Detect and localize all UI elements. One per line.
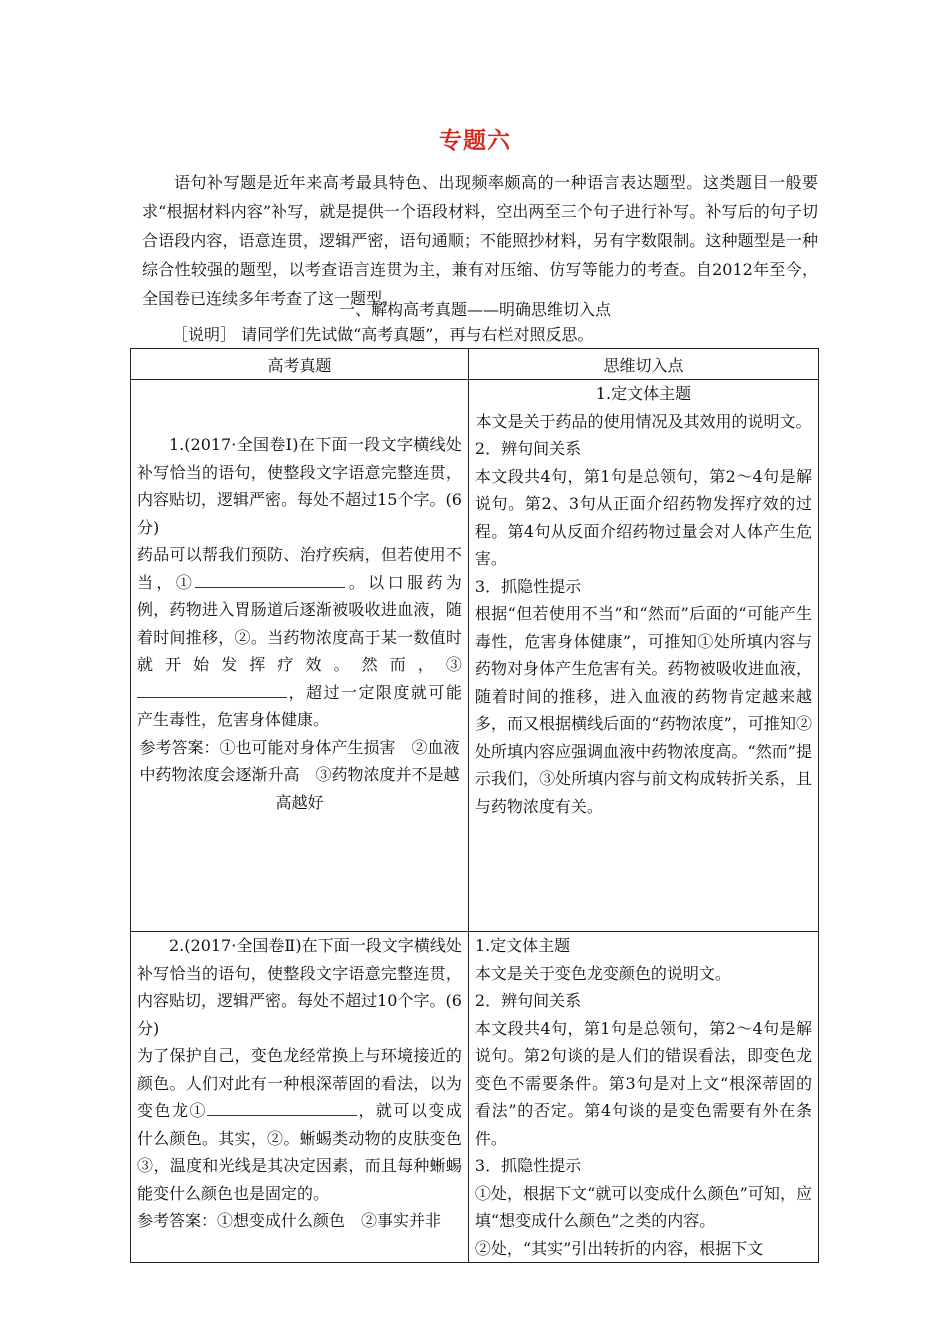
question-1-cell: [131, 380, 469, 932]
analysis-text: ②处，“其实”引出转折的内容，根据下文: [474, 1238, 764, 1258]
answer-blank-3[interactable]: [137, 681, 287, 698]
comparison-table: [130, 348, 819, 1263]
page-title: 专题六: [439, 127, 511, 154]
question-2-answer: 参考答案：①想变成什么颜色 ②事实并非: [137, 1211, 442, 1230]
table-row: [131, 932, 819, 1263]
question-2-cell: [131, 932, 469, 1263]
analysis-1-cell: [468, 380, 818, 932]
analysis-text: 本文是关于变色龙变颜色的说明文。: [474, 963, 731, 983]
analysis-text: ①处，根据下文“就可以变成什么颜色”可知，应填“想变成什么颜色”之类的内容。: [474, 1183, 812, 1230]
answer-blank-1[interactable]: [195, 571, 345, 588]
header-exam-questions: 高考真题: [131, 349, 469, 380]
header-thinking-points: 思维切入点: [468, 349, 818, 380]
analysis-heading: 1.定文体主题: [474, 936, 571, 955]
passage-text: 药品可以帮我们预防、治疗疾病，但若使用不当，①: [137, 545, 462, 592]
analysis-heading: 2．辨句间关系: [474, 991, 582, 1010]
question-2-passage: [137, 1042, 462, 1207]
analysis-text: 本文段共4句，第1句是总领句，第2～4句是解说句。第2、3句从正面介绍药物发挥疗效的过程。第4句从反面介绍药物过量会对人体产生危害。: [474, 466, 812, 568]
passage-text: 。以口服药为例，药物进入胃肠道后逐渐被吸收进血液，随着时间推移，②: [137, 572, 462, 647]
section-heading: 一、解构高考真题——明确思维切入点: [338, 300, 611, 319]
passage-text: ，就可以变成什么颜色。其实，②: [137, 1101, 462, 1148]
analysis-heading: 3．抓隐性提示: [474, 1156, 582, 1175]
analysis-text: 根据“但若使用不当”和“然而”后面的“可能产生毒性，危害身体健康”，可推知①处所填内容与药物对身体产生危害有关。药物被吸收进血液，随着时间的推移，进入血液的药物肯定越来越多，而又根据横线后面的“药物浓度”，可推知②处所填内容应强调血液中药物浓度高。“然而”提示我们，③处所填内容与前文构成转折关系，且与药物浓度有关。: [474, 604, 812, 816]
passage-text: 。蜥蜴类动物的皮肤变色③: [137, 1128, 462, 1175]
analysis-2-cell: [468, 932, 818, 1263]
analysis-text: 本文段共4句，第1句是总领句，第2～4句是解说句。第2句谈的是人们的错误看法，即变色龙变色不需要条件。第3句是对上文“根深蒂固的看法”的否定。第4句谈的是变色需要有外在条件。: [474, 1018, 812, 1148]
intro-paragraph: 语句补写题是近年来高考最具特色、出现频率颇高的一种语言表达题型。这类题目一般要求“根据材料内容”补写，就是提供一个语段材料，空出两至三个句子进行补写。补写后的句子切合语段内容，语意连贯，逻辑严密，语句通顺；不能照抄材料，另有字数限制。这种题型是一种综合性较强的题型，以考查语言连贯为主，兼有对压缩、仿写等能力的考查。自2012年至今，全国卷已连续多年考查了这一题型。: [142, 173, 818, 308]
answer-blank-1[interactable]: [207, 1099, 357, 1116]
question-1-prompt: 1.(2017·全国卷Ⅰ)在下面一段文字横线处补写恰当的语句，使整段文字语意完整连贯，内容贴切，逻辑严密。每处不超过15个字。(6分): [137, 435, 462, 537]
analysis-heading: 1.定文体主题: [595, 384, 692, 403]
question-2-prompt: 2.(2017·全国卷Ⅱ)在下面一段文字横线处补写恰当的语句，使整段文字语意完整连贯，内容贴切，逻辑严密。每处不超过10个字。(6分): [137, 936, 462, 1038]
analysis-heading: 3．抓隐性提示: [474, 576, 582, 596]
passage-text: 为了保护自己，变色龙经常换上与环境接近的颜色。人们对此有一种根深蒂固的看法，以为变色龙①: [137, 1046, 462, 1120]
passage-text: ，温度和光线是其决定因素，而且每种蜥蜴能变什么颜色也是固定的。: [137, 1156, 462, 1203]
instruction-note: ［说明］ 请同学们先试做“高考真题”，再与右栏对照反思。: [172, 325, 594, 344]
table-header-row: [131, 349, 819, 380]
question-1-passage: [137, 541, 462, 734]
table-row: [131, 380, 819, 932]
analysis-heading: 2．辨句间关系: [474, 439, 582, 458]
passage-text: 。当药物浓度高于某一数值时就开始发挥疗效。然而，③: [137, 627, 462, 674]
analysis-text: 本文是关于药品的使用情况及其效用的说明文。: [475, 411, 812, 431]
question-1-answer: 参考答案：①也可能对身体产生损害 ②血液中药物浓度会逐渐升高 ③药物浓度并不是越高越好: [139, 737, 460, 812]
passage-text: ，超过一定限度就可能产生毒性，危害身体健康。: [137, 682, 462, 729]
